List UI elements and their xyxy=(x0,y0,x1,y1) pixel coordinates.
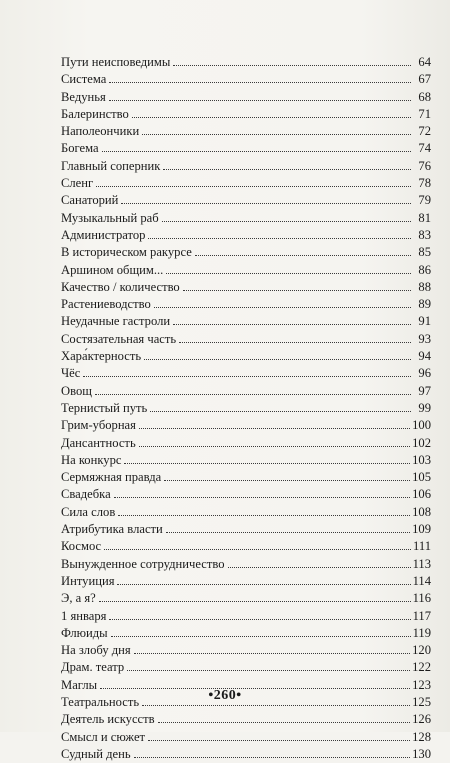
toc-entry-title: Хара́ктерность xyxy=(61,349,142,364)
dot-leader xyxy=(142,134,411,135)
toc-entry-page: 83 xyxy=(418,227,431,242)
toc-entry-page: 76 xyxy=(418,158,431,173)
dot-leader xyxy=(142,705,410,706)
toc-entry-page: 67 xyxy=(418,72,431,87)
dot-leader xyxy=(139,446,410,447)
dot-leader xyxy=(139,428,410,429)
toc-entry xyxy=(61,54,431,71)
toc-entry xyxy=(61,538,431,555)
toc-entry-page: 96 xyxy=(418,366,431,381)
toc-entry-title: 1 января xyxy=(61,608,107,623)
toc-entry-page: 88 xyxy=(418,279,431,294)
dot-leader xyxy=(132,117,411,118)
dot-leader xyxy=(114,497,410,498)
toc-entry xyxy=(61,556,431,573)
toc-entry xyxy=(61,486,431,503)
toc-entry xyxy=(61,659,431,676)
toc-entry-page: 71 xyxy=(418,106,431,121)
dot-leader xyxy=(162,221,411,222)
dot-leader xyxy=(102,151,411,152)
table-of-contents xyxy=(61,54,431,763)
toc-entry-page: 89 xyxy=(418,297,431,312)
toc-entry-page: 93 xyxy=(418,331,431,346)
dot-leader xyxy=(148,740,410,741)
toc-entry xyxy=(61,262,431,279)
toc-entry-title: На злобу дня xyxy=(61,643,131,658)
toc-entry-page: 103 xyxy=(412,452,431,467)
dot-leader xyxy=(109,100,411,101)
toc-entry-page: 91 xyxy=(418,314,431,329)
toc-entry-title: Космос xyxy=(61,539,102,554)
toc-entry xyxy=(61,608,431,625)
dot-leader xyxy=(83,376,411,377)
toc-entry-title: Вынужденное сотрудничество xyxy=(61,556,225,571)
toc-entry-title: Музыкальный раб xyxy=(61,210,159,225)
toc-entry-title: Судный день xyxy=(61,746,131,761)
toc-entry xyxy=(61,521,431,538)
toc-entry-page: 128 xyxy=(412,729,431,744)
toc-entry-title: Свадебка xyxy=(61,487,111,502)
toc-entry-title: Наполеончики xyxy=(61,124,140,139)
toc-entry-title: На конкурс xyxy=(61,452,122,467)
toc-entry-page: 85 xyxy=(418,245,431,260)
toc-entry xyxy=(61,123,431,140)
toc-entry-title: Состязательная часть xyxy=(61,331,177,346)
dot-leader xyxy=(117,584,410,585)
toc-entry xyxy=(61,400,431,417)
toc-entry xyxy=(61,365,431,382)
toc-entry xyxy=(61,140,431,157)
toc-entry xyxy=(61,435,431,452)
toc-entry-title: Аршином общим... xyxy=(61,262,164,277)
toc-entry-title: Драм. театр xyxy=(61,660,125,675)
toc-entry xyxy=(61,106,431,123)
toc-entry-title: Сила слов xyxy=(61,504,116,519)
toc-entry-page: 126 xyxy=(412,712,431,727)
toc-entry-page: 116 xyxy=(412,591,431,606)
dot-leader xyxy=(144,359,411,360)
dot-leader xyxy=(164,480,410,481)
toc-entry-page: 125 xyxy=(412,694,431,709)
toc-entry-title: Маглы xyxy=(61,677,98,692)
toc-entry-page: 72 xyxy=(418,124,431,139)
toc-entry-page: 97 xyxy=(418,383,431,398)
dot-leader xyxy=(121,203,411,204)
toc-entry xyxy=(61,504,431,521)
toc-entry-title: Деятель искусств xyxy=(61,712,155,727)
toc-entry-page: 68 xyxy=(418,89,431,104)
toc-entry xyxy=(61,331,431,348)
toc-entry-page: 99 xyxy=(418,400,431,415)
toc-entry-page: 120 xyxy=(412,643,431,658)
toc-entry xyxy=(61,158,431,175)
toc-entry xyxy=(61,452,431,469)
dot-leader xyxy=(148,238,411,239)
toc-entry xyxy=(61,227,431,244)
toc-entry-page: 122 xyxy=(412,660,431,675)
dot-leader xyxy=(173,324,411,325)
toc-entry-title: Система xyxy=(61,72,107,87)
toc-entry-title: Пути неисповедимы xyxy=(61,55,171,69)
dot-leader xyxy=(124,463,410,464)
dot-leader xyxy=(95,394,411,395)
toc-entry-title: Интуиция xyxy=(61,573,115,588)
toc-entry-title: Атрибутика власти xyxy=(61,522,163,537)
dot-leader xyxy=(183,290,411,291)
toc-entry-page: 130 xyxy=(412,746,431,761)
toc-entry-page: 109 xyxy=(412,522,431,537)
toc-entry-title: В историческом ракурсе xyxy=(61,245,192,260)
toc-entry-title: Овощ xyxy=(61,383,92,398)
toc-entry-title: Сленг xyxy=(61,176,94,191)
dot-leader xyxy=(99,601,411,602)
toc-entry-page: 113 xyxy=(412,556,431,571)
toc-entry-title: Растениеводство xyxy=(61,297,151,312)
toc-entry-title: Администратор xyxy=(61,227,146,242)
dot-leader xyxy=(96,186,411,187)
toc-entry-title: Богема xyxy=(61,141,99,156)
toc-entry-page: 81 xyxy=(418,210,431,225)
toc-entry-title: Сермяжная правда xyxy=(61,470,162,485)
toc-entry xyxy=(61,348,431,365)
toc-entry-page: 74 xyxy=(418,141,431,156)
toc-entry-page: 119 xyxy=(412,625,431,640)
toc-entry xyxy=(61,746,431,763)
toc-entry-title: Балеринство xyxy=(61,106,129,121)
toc-entry-title: Флюиды xyxy=(61,625,108,640)
toc-entry-page: 100 xyxy=(412,418,431,433)
dot-leader xyxy=(154,307,411,308)
toc-entry-page: 123 xyxy=(412,677,431,692)
toc-entry-title: Дансантность xyxy=(61,435,136,450)
toc-entry-title: Чёс xyxy=(61,366,81,381)
toc-entry-page: 111 xyxy=(413,539,431,554)
toc-entry-page: 78 xyxy=(418,176,431,191)
toc-entry-page: 108 xyxy=(412,504,431,519)
toc-entry xyxy=(61,417,431,434)
dot-leader xyxy=(158,722,411,723)
toc-entry xyxy=(61,729,431,746)
page-number: •260• xyxy=(208,688,242,703)
dot-leader xyxy=(134,653,410,654)
toc-entry xyxy=(61,590,431,607)
dot-leader xyxy=(228,567,411,568)
dot-leader xyxy=(173,65,411,66)
dot-leader xyxy=(163,169,411,170)
toc-entry xyxy=(61,71,431,88)
dot-leader xyxy=(109,82,411,83)
toc-entry-title: Смысл и сюжет xyxy=(61,729,146,744)
toc-entry-page: 102 xyxy=(412,435,431,450)
dot-leader xyxy=(104,549,411,550)
toc-entry xyxy=(61,175,431,192)
toc-entry xyxy=(61,625,431,642)
dot-leader xyxy=(166,273,411,274)
toc-entry-title: Неудачные гастроли xyxy=(61,314,171,329)
toc-entry xyxy=(61,383,431,400)
toc-entry-page: 106 xyxy=(412,487,431,502)
dot-leader xyxy=(111,636,411,637)
toc-entry-page: 105 xyxy=(412,470,431,485)
toc-entry xyxy=(61,210,431,227)
toc-entry xyxy=(61,279,431,296)
dot-leader xyxy=(134,757,411,758)
dot-leader xyxy=(179,342,411,343)
toc-entry-page: 86 xyxy=(418,262,431,277)
toc-entry-title: Тернистый путь xyxy=(61,400,148,415)
toc-entry-title: Ведунья xyxy=(61,89,106,104)
toc-entry-page: 79 xyxy=(418,193,431,208)
toc-entry-page: 64 xyxy=(418,55,431,69)
dot-leader xyxy=(109,619,410,620)
toc-entry xyxy=(61,192,431,209)
toc-entry xyxy=(61,711,431,728)
toc-entry-title: Главный соперник xyxy=(61,158,161,173)
toc-entry xyxy=(61,313,431,330)
toc-entry-title: Э, а я? xyxy=(61,591,96,606)
dot-leader xyxy=(195,255,411,256)
dot-leader xyxy=(150,411,411,412)
toc-entry xyxy=(61,642,431,659)
toc-entry-page: 94 xyxy=(418,349,431,364)
toc-entry xyxy=(61,573,431,590)
toc-entry xyxy=(61,469,431,486)
toc-entry-title: Грим-уборная xyxy=(61,418,136,433)
toc-entry-page: 114 xyxy=(412,573,431,588)
dot-leader xyxy=(166,532,410,533)
toc-entry-title: Театральность xyxy=(61,694,140,709)
dot-leader xyxy=(118,515,410,516)
toc-entry xyxy=(61,296,431,313)
toc-entry xyxy=(61,89,431,106)
toc-entry-title: Санаторий xyxy=(61,193,119,208)
toc-entry-title: Качество / количество xyxy=(61,279,180,294)
toc-entry xyxy=(61,244,431,261)
dot-leader xyxy=(127,670,410,671)
toc-entry-page: 117 xyxy=(412,608,431,623)
